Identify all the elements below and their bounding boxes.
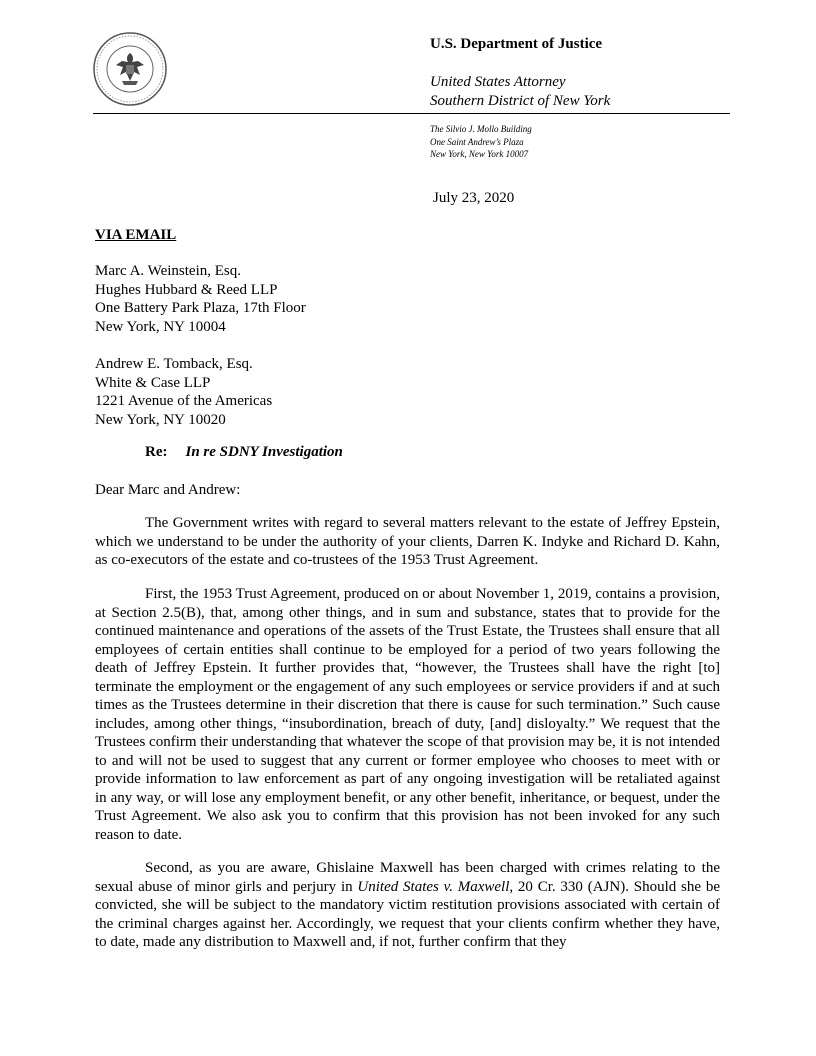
paragraph-text-part: , 20 Cr. 330 (AJN). Should she be convicted, she will be subject to the mandatory victim restitution provisions associated with certain of the criminal charges against her. Accordingly, we request that your clients confirm whether they have, to date, made any distribution to Maxwell and, if not, further confirm that they <box>95 878 720 950</box>
header-divider <box>93 113 730 114</box>
recipient-line: One Battery Park Plaza, 17th Floor <box>95 300 306 316</box>
delivery-method: VIA EMAIL <box>95 227 177 243</box>
office-line-2: Southern District of New York <box>430 93 611 109</box>
address-line: One Saint Andrew’s Plaza <box>430 136 524 147</box>
body-paragraph-1 <box>95 514 720 570</box>
paragraph-text: The Government writes with regard to several matters relevant to the estate of Jeffrey Epstein, which we understand to be under the authority of your clients, Darren K. Indyke and Richard D. Kahn, as co-executors of the estate and co-trustees of the 1953 Trust Agreement. <box>95 515 720 568</box>
doj-seal-icon <box>92 31 168 107</box>
recipient-line: White & Case LLP <box>95 374 211 391</box>
subject-line <box>145 444 343 461</box>
recipient-line: Marc A. Weinstein, Esq. <box>95 263 241 279</box>
recipient-block-2 <box>95 355 272 429</box>
recipient-line: Hughes Hubbard & Reed LLP <box>95 281 278 298</box>
department-name: U.S. Department of Justice <box>430 36 603 52</box>
office-line-1: United States Attorney <box>430 74 566 90</box>
address-line: The Silvio J. Mollo Building <box>430 124 532 134</box>
office-name <box>430 73 610 111</box>
salutation: Dear Marc and Andrew: <box>95 482 241 498</box>
letter-date: July 23, 2020 <box>433 190 515 206</box>
recipient-line: New York, NY 10004 <box>95 318 226 335</box>
paragraph-text-part: Second, as you are aware, Ghislaine Maxwell has been charged with crimes relating to the sexual abuse of minor girls and perjury in <box>95 860 720 895</box>
subject-text: In re SDNY Investigation <box>185 444 343 460</box>
body-paragraph-3 <box>95 859 720 952</box>
subject-label: Re: <box>145 444 168 460</box>
case-citation: United States v. Maxwell <box>357 878 510 895</box>
recipient-block-1 <box>95 262 306 336</box>
recipient-line: 1221 Avenue of the Americas <box>95 393 273 409</box>
body-paragraph-2 <box>95 585 720 844</box>
paragraph-text: First, the 1953 Trust Agreement, produced on or about November 1, 2019, contains a provision, at Section 2.5(B), that, among other things, and in sum and substance, states that to provide for the continued maintenance and operations of the assets of the Trust Estate, the Trustees shall ensure that all employees of certain entities shall continue to be employed for a period of two years following the death of Jeffrey Epstein. It further provides that, “however, the Trustees shall have the right [to] terminate the employment or the engagement of any such employees or service providers if and at such times as the Trustees determine in their discretion that there is cause for such termination.” Such cause includes, among other things, “insubordination, breach of duty, [and] disloyalty.” We request that the Trustees confirm their understanding that whatever the scope of that provision may be, it is not intended to and will not be used to suggest that any current or former employee who chooses to meet with or provide information to law enforcement as part of any ongoing investigation will be retaliated against in any way, or will lose any employment benefit, or any other benefit, inheritance, or bequest, under the Trust Agreement. We also ask you to confirm that this provision has not been invoked for any such reason to date. <box>95 586 720 843</box>
paragraph-text <box>95 859 720 952</box>
recipient-line: New York, NY 10020 <box>95 411 226 428</box>
address-line: New York, New York 10007 <box>430 149 529 159</box>
recipient-line: Andrew E. Tomback, Esq. <box>95 356 253 372</box>
office-address <box>430 123 532 161</box>
